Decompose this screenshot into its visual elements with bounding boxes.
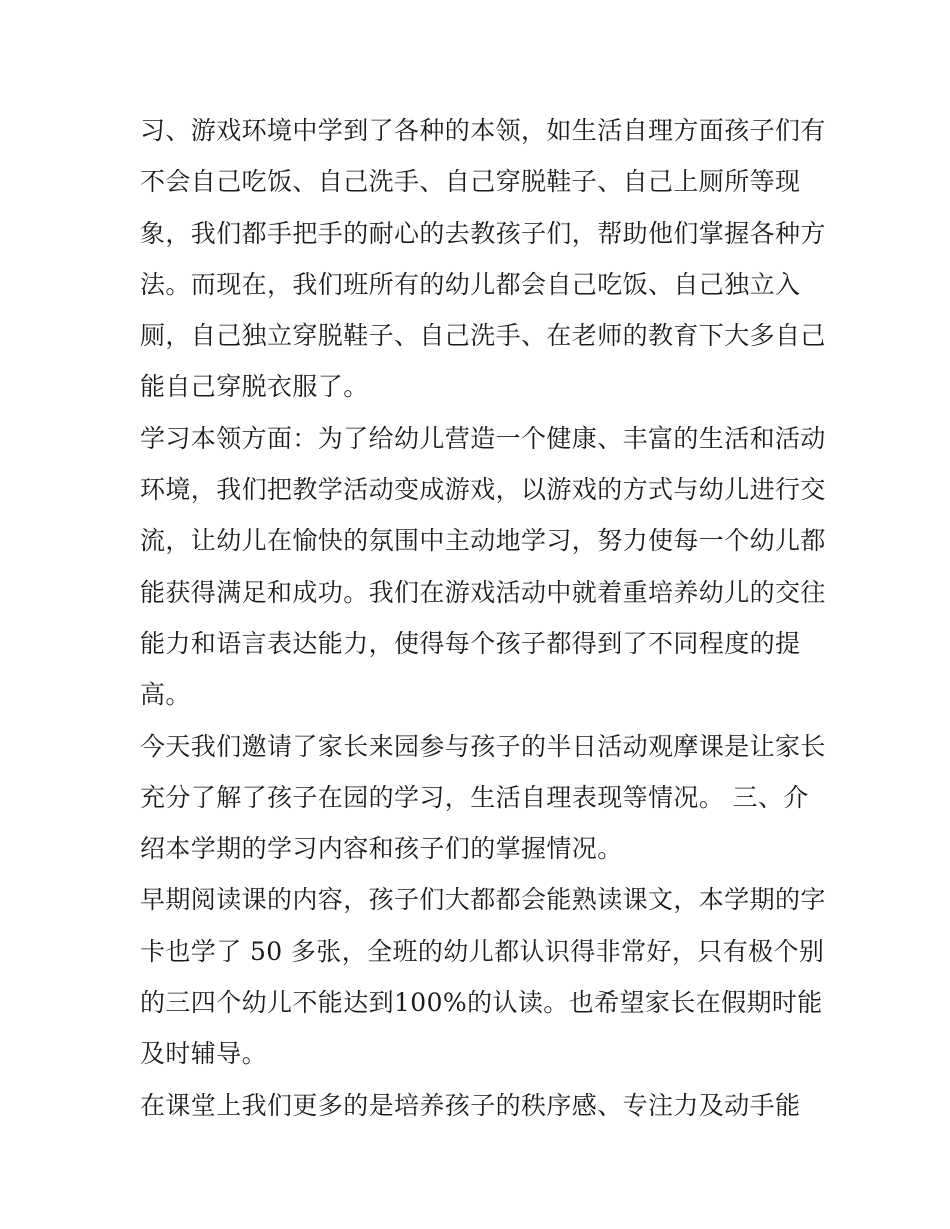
text-line: 法。而现在，我们班所有的幼儿都会自己吃饭、自己独立入 [140, 269, 801, 299]
body-text [140, 105, 826, 1131]
text-line: 绍本学期的学习内容和孩子们的掌握情况。 [140, 834, 623, 864]
text-line: 环境，我们把教学活动变成游戏，以游戏的方式与幼儿进行交 [140, 475, 826, 505]
text-line: 今天我们邀请了家长来园参与孩子的半日活动观摩课是让家长 [140, 731, 826, 761]
text-line: 及时辅导。 [140, 1039, 268, 1069]
text-line: 充分了解了孩子在园的学习，生活自理表现等情况。 三、介 [140, 782, 809, 812]
text-line: 象，我们都手把手的耐心的去教孩子们，帮助他们掌握各种方 [140, 218, 826, 248]
text-line: 能获得满足和成功。我们在游戏活动中就着重培养幼儿的交往 [140, 577, 826, 607]
text-line: 卡也学了 50 多张，全班的幼儿都认识得非常好，只有极个别 [140, 936, 825, 966]
text-line: 高。 [140, 680, 191, 710]
text-line: 能自己穿脱衣服了。 [140, 372, 369, 402]
text-line: 流，让幼儿在愉快的氛围中主动地学习，努力使每一个幼儿都 [140, 526, 826, 556]
text-line: 的三四个幼儿不能达到100%的认读。也希望家长在假期时能 [140, 988, 823, 1018]
text-line: 在课堂上我们更多的是培养孩子的秩序感、专注力及动手能 [140, 1090, 801, 1120]
text-line: 习、游戏环境中学到了各种的本领，如生活自理方面孩子们有 [140, 116, 826, 145]
text-line: 厕，自己独立穿脱鞋子、自己洗手、在老师的教育下大多自己 [140, 321, 826, 351]
text-line: 学习本领方面：为了给幼儿营造一个健康、丰富的生活和活动 [140, 423, 826, 453]
text-line: 能力和语言表达能力，使得每个孩子都得到了不同程度的提 [140, 628, 801, 658]
text-line: 早期阅读课的内容，孩子们大都都会能熟读课文，本学期的字 [140, 885, 826, 915]
text-line: 不会自己吃饭、自己洗手、自己穿脱鞋子、自己上厕所等现 [140, 167, 801, 197]
